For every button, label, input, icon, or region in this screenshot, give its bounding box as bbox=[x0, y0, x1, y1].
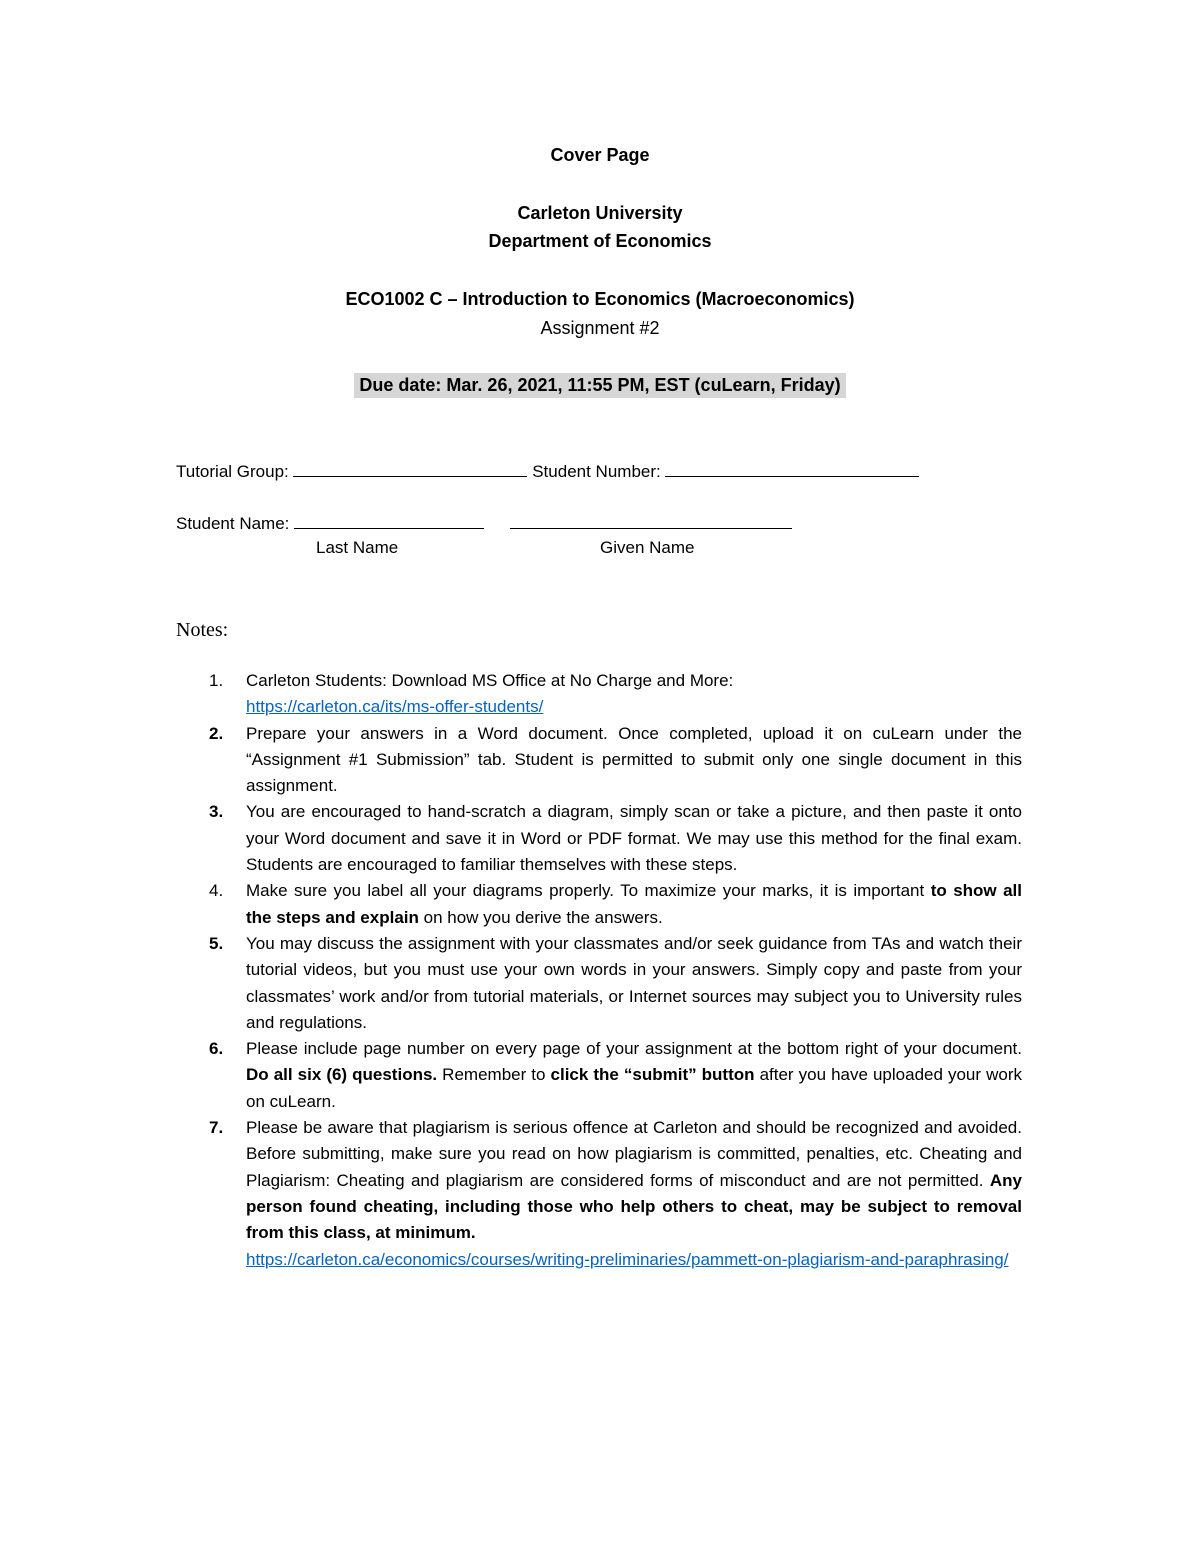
department-name: Department of Economics bbox=[488, 231, 712, 251]
notes-heading: Notes: bbox=[176, 619, 229, 641]
note-bold-text: click the “submit” button bbox=[550, 1065, 755, 1085]
student-number-field[interactable] bbox=[665, 459, 919, 477]
list-number: 1. bbox=[209, 671, 224, 690]
list-item bbox=[176, 1036, 1022, 1115]
note-text: on how you derive the answers. bbox=[418, 907, 663, 927]
assignment-number: Assignment #2 bbox=[540, 318, 660, 338]
note-bold-text: to show all the steps and explain bbox=[246, 881, 1022, 927]
due-date-banner bbox=[0, 373, 1200, 398]
note-text: You may discuss the assignment with your classmates and/or seek guidance from TAs and watch their tutorial videos, but you must use your own words in your answers. Simply copy and paste from your classmates’ work and/or from tutorial materials, or Internet sources may subject you to University rules and regulations. bbox=[246, 933, 1022, 1032]
list-item bbox=[176, 799, 1022, 878]
list-number: 2. bbox=[209, 723, 224, 743]
note-text: Please include page number on every page of your assignment at the bottom right of your document. bbox=[246, 1039, 1022, 1059]
list-item bbox=[176, 668, 1022, 721]
list-number: 3. bbox=[209, 802, 224, 822]
tutorial-group-field[interactable] bbox=[293, 459, 527, 477]
last-name-caption: Last Name bbox=[316, 538, 399, 557]
tutorial-group-row bbox=[176, 459, 919, 482]
given-name-caption: Given Name bbox=[600, 538, 695, 557]
notes-list bbox=[176, 668, 1022, 1273]
note-text: Please be aware that plagiarism is serious offence at Carleton and should be recognized and avoided. Before submitting, make sure you read on how plagiarism is committed, penalties, etc. Cheating and Plagiarism: Cheating and plagiarism are considered forms of misconduct and are not permitted. bbox=[246, 1118, 1022, 1190]
student-name-row bbox=[176, 511, 792, 534]
list-number: 7. bbox=[209, 1118, 224, 1138]
given-name-field[interactable] bbox=[510, 511, 792, 529]
plagiarism-link[interactable]: https://carleton.ca/economics/courses/writing-preliminaries/pammett-on-plagiarism-and-paraphrasing/ bbox=[246, 1249, 1009, 1269]
note-text: Make sure you label all your diagrams properly. To maximize your marks, it is important bbox=[246, 881, 925, 901]
list-item bbox=[176, 721, 1022, 800]
list-item bbox=[176, 878, 1022, 931]
tutorial-group-label: Tutorial Group: bbox=[176, 462, 289, 481]
last-name-field[interactable] bbox=[294, 511, 484, 529]
course-title: ECO1002 C – Introduction to Economics (Macroeconomics) bbox=[345, 289, 855, 309]
list-item bbox=[176, 1115, 1022, 1273]
note-text: Remember to bbox=[437, 1065, 551, 1085]
student-name-label: Student Name: bbox=[176, 514, 290, 533]
university-name: Carleton University bbox=[517, 203, 683, 223]
note-text: Carleton Students: Download MS Office at No Charge and More: bbox=[246, 671, 734, 690]
note-text: after you have uploaded your work on cuLearn. bbox=[246, 1065, 1022, 1111]
note-text: You are encouraged to hand-scratch a diagram, simply scan or take a picture, and then paste it onto your Word document and save it in Word or PDF format. We may use this method for the final exam. Students are encouraged to familiar themselves with these steps. bbox=[246, 802, 1022, 875]
note-text: Prepare your answers in a Word document. Once completed, upload it on cuLearn under the “Assignment #1 Submission” tab. Student is permitted to submit only one single document in this assignment. bbox=[246, 723, 1022, 796]
note-bold-text: Any person found cheating, including those who help others to cheat, may be subject to removal from this class, at minimum. bbox=[246, 1170, 1022, 1243]
cover-page-heading: Cover Page bbox=[550, 145, 650, 165]
list-number: 4. bbox=[209, 881, 224, 901]
note-bold-text: Do all six (6) questions. bbox=[246, 1065, 438, 1085]
due-date-text: Due date: Mar. 26, 2021, 11:55 PM, EST (cuLearn, Friday) bbox=[354, 373, 845, 398]
list-number: 6. bbox=[209, 1039, 224, 1059]
student-number-label: Student Number: bbox=[532, 462, 661, 481]
list-number: 5. bbox=[209, 933, 224, 953]
ms-office-link[interactable]: https://carleton.ca/its/ms-offer-students/ bbox=[246, 697, 544, 717]
list-item bbox=[176, 931, 1022, 1036]
